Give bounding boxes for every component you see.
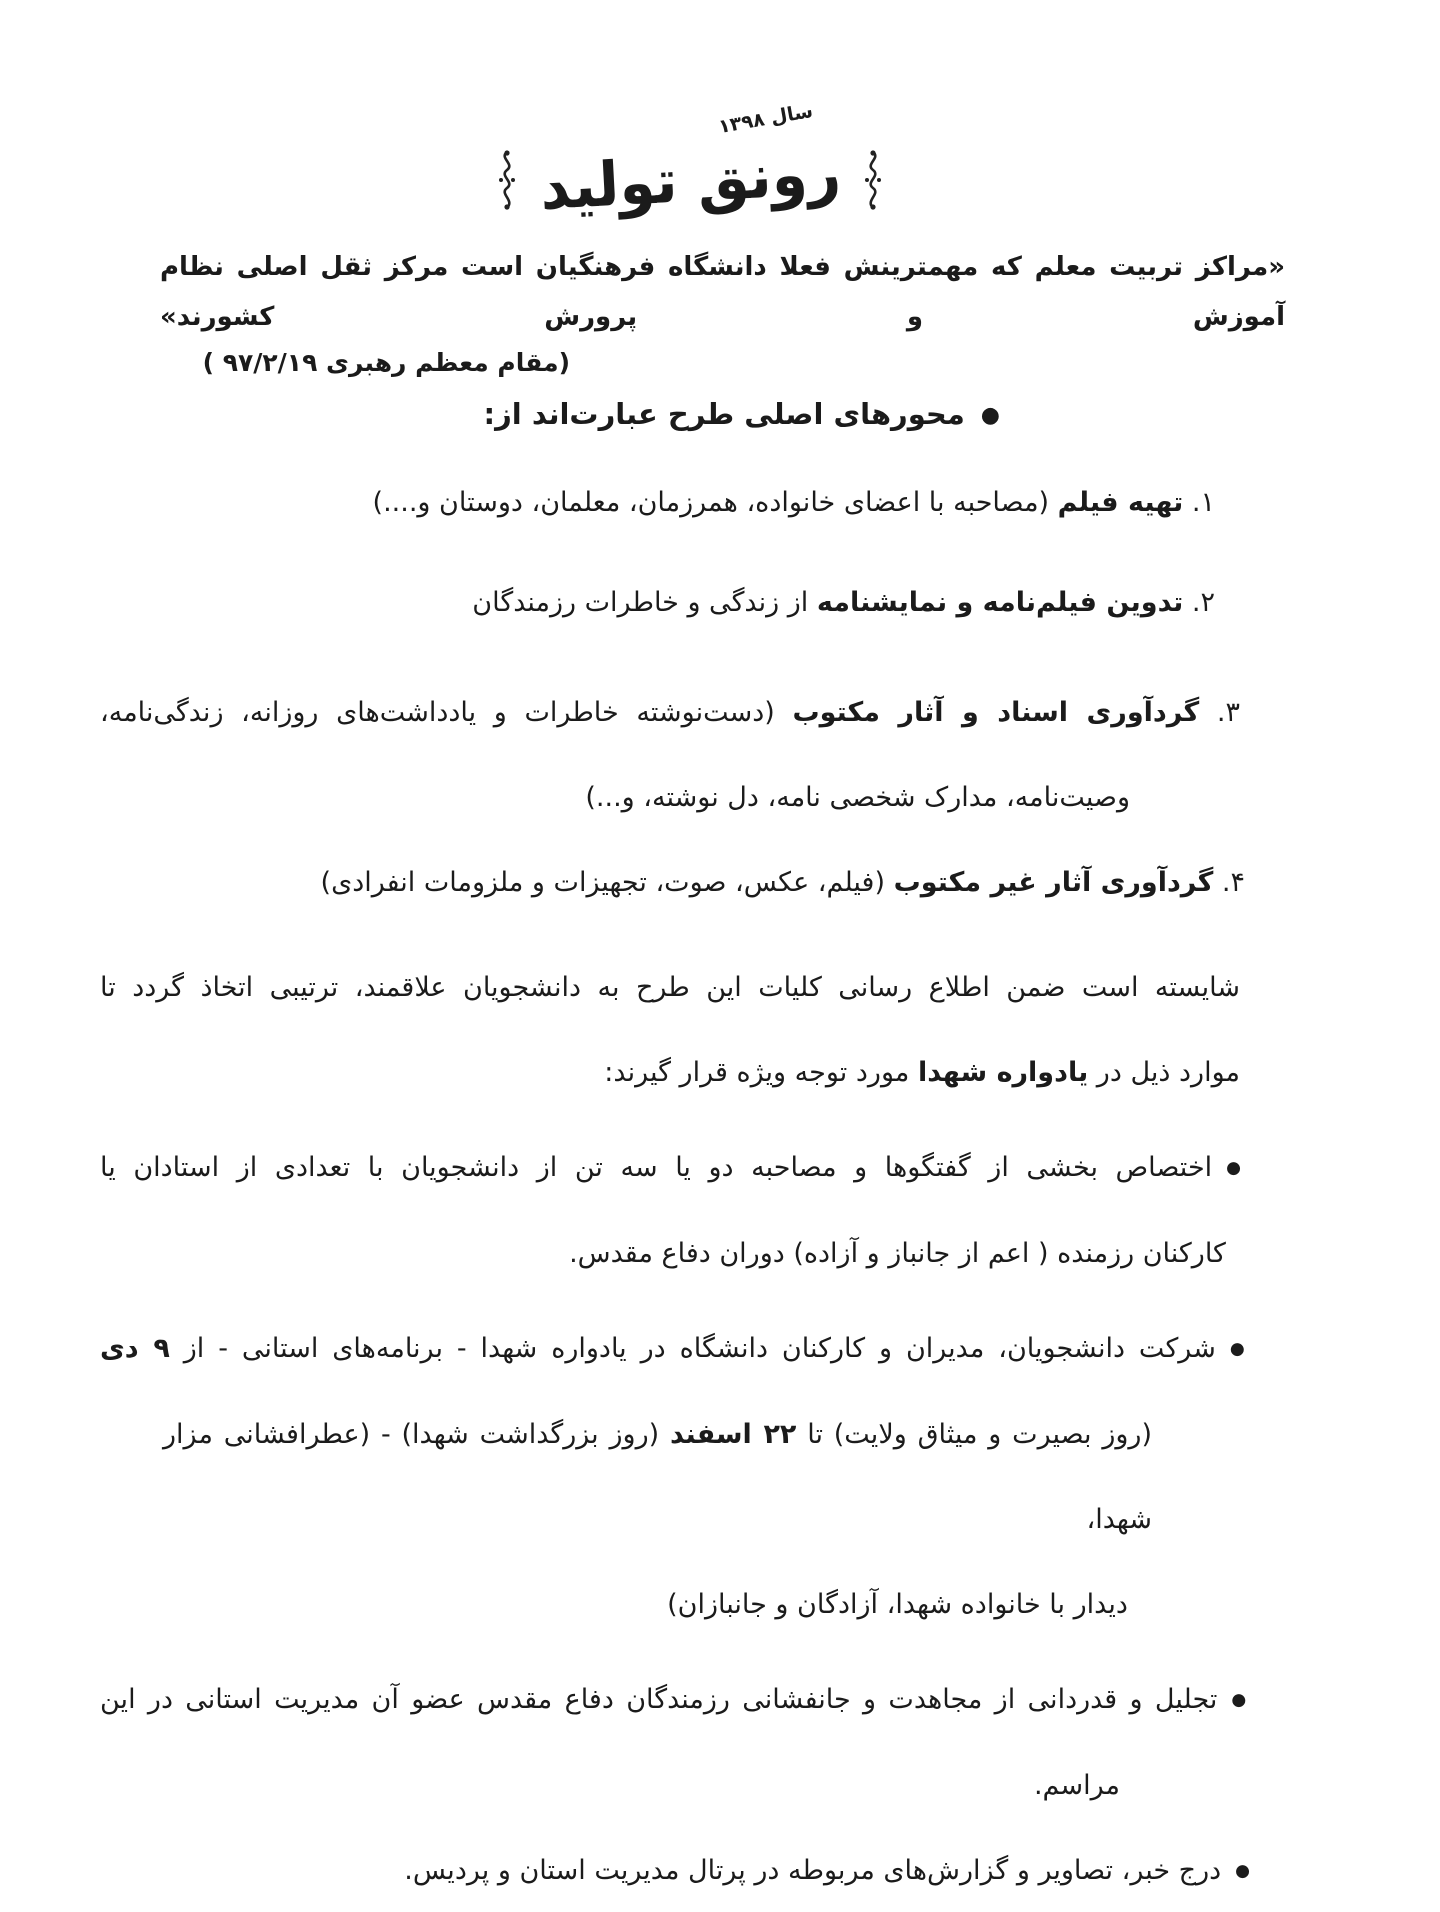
bullet-item-4 (95, 1828, 1285, 1912)
year-slogan-logo (475, 99, 905, 242)
bullet-text: (روز بزرگداشت شهدا) - (عطرافشانی مزار شهدا، (163, 1419, 1152, 1535)
bullet-text: اختصاص بخشی از گفتگوها و مصاحبه دو یا سه تن از دانشجویان با تعدادی از استادان یا (100, 1152, 1213, 1183)
paragraph-text: موارد ذیل در (1088, 1057, 1240, 1088)
item-title: تهیه فیلم (1057, 487, 1184, 518)
item-number: ۱. (1183, 487, 1215, 518)
bullet-line (95, 1657, 1285, 1743)
bullet-emphasis: ۲۲ اسفند (669, 1419, 797, 1450)
bullet-icon: ● (1235, 1861, 1250, 1881)
bullet-line: مراسم. (1033, 1770, 1120, 1801)
paragraph-emphasis: یادواره شهدا (917, 1057, 1089, 1088)
item-line (95, 670, 1285, 755)
numbered-item-4 (95, 840, 1285, 925)
logo-year-label: سال ۱۳۹۸ (716, 99, 815, 139)
numbered-item-3 (95, 670, 1285, 840)
numbered-item-2 (95, 560, 1285, 645)
item-line: وصیت‌نامه، مدارک شخصی نامه، دل نوشته، و...) (585, 782, 1130, 813)
bullet-line: دیدار با خانواده شهدا، آزادگان و جانبازان) (667, 1589, 1128, 1620)
item-number: ۴. (1213, 867, 1245, 898)
main-axes-heading (95, 384, 1285, 446)
item-detail: (دست‌نوشته خاطرات و یادداشت‌های روزانه، زندگی‌نامه، (100, 697, 793, 728)
paragraph-line (95, 1030, 1285, 1115)
item-title: گردآوری آثار غیر مکتوب (893, 867, 1214, 898)
bullet-line (95, 1125, 1285, 1211)
numbered-item-1 (95, 460, 1285, 545)
item-detail: (مصاحبه با اعضای خانواده، همرزمان، معلمان، دوستان و....) (372, 487, 1058, 518)
item-detail: (فیلم، عکس، صوت، تجهیزات و ملزومات انفرادی) (320, 867, 894, 898)
bullet-icon: ● (1229, 1339, 1250, 1359)
paragraph-text: مورد توجه ویژه قرار گیرند: (604, 1057, 918, 1088)
heading-text: محورهای اصلی طرح عبارت‌اند از: (483, 397, 965, 431)
bullet-text: شرکت دانشجویان، مدیران و کارکنان دانشگاه در یادواره شهدا - برنامه‌های استانی - از (169, 1333, 1216, 1364)
bullet-line: کارکنان رزمنده ( اعم از جانباز و آزاده) دوران دفاع مقدس. (569, 1238, 1226, 1269)
bullet-emphasis: ۹ دی (100, 1333, 170, 1364)
paragraph-line: شایسته است ضمن اطلاع رسانی کلیات این طرح به دانشجویان علاقمند، ترتیبی اتخاذ گردد تا (100, 972, 1240, 1003)
bullet-icon: ● (1226, 1158, 1250, 1178)
item-number: ۳. (1199, 697, 1240, 728)
logo-slogan-text: رونق تولید (537, 136, 843, 224)
bullet-item-3 (95, 1657, 1285, 1828)
logo-ornament-left-icon (494, 149, 520, 211)
bullet-item-2 (95, 1306, 1285, 1647)
bullet-line (95, 1306, 1285, 1392)
item-number: ۲. (1183, 587, 1215, 618)
bullet-text: درج خبر، تصاویر و گزارش‌های مربوطه در پرتال مدیریت استان و پردیس. (404, 1855, 1222, 1886)
quote-attribution: (مقام معظم رهبری ۹۷/۲/۱۹ ) (202, 348, 570, 377)
leader-quote: «مراکز تربیت معلم که مهمترینش فعلا دانشگاه فرهنگیان است مرکز ثقل اصلی نظام آموزش و پرورش کشورند» (160, 252, 1285, 332)
bullet-line (95, 1828, 1285, 1912)
item-title: تدوین فیلم‌نامه و نمایشنامه (816, 587, 1184, 618)
intro-paragraph (95, 945, 1285, 1115)
logo-ornament-right-icon (860, 149, 886, 211)
bullet-icon: ● (980, 403, 1000, 428)
bullet-item-1 (95, 1125, 1285, 1296)
bullet-line (95, 1392, 1285, 1562)
item-detail: از زندگی و خاطرات رزمندگان (472, 587, 817, 618)
bullet-icon: ● (1231, 1690, 1250, 1710)
bullet-text: (روز بصیرت و میثاق ولایت) تا (796, 1419, 1152, 1450)
bullet-text: تجلیل و قدردانی از مجاهدت و جانفشانی رزمندگان دفاع مقدس عضو آن مدیریت استانی در این (100, 1684, 1218, 1715)
item-title: گردآوری اسناد و آثار مکتوب (792, 697, 1200, 728)
